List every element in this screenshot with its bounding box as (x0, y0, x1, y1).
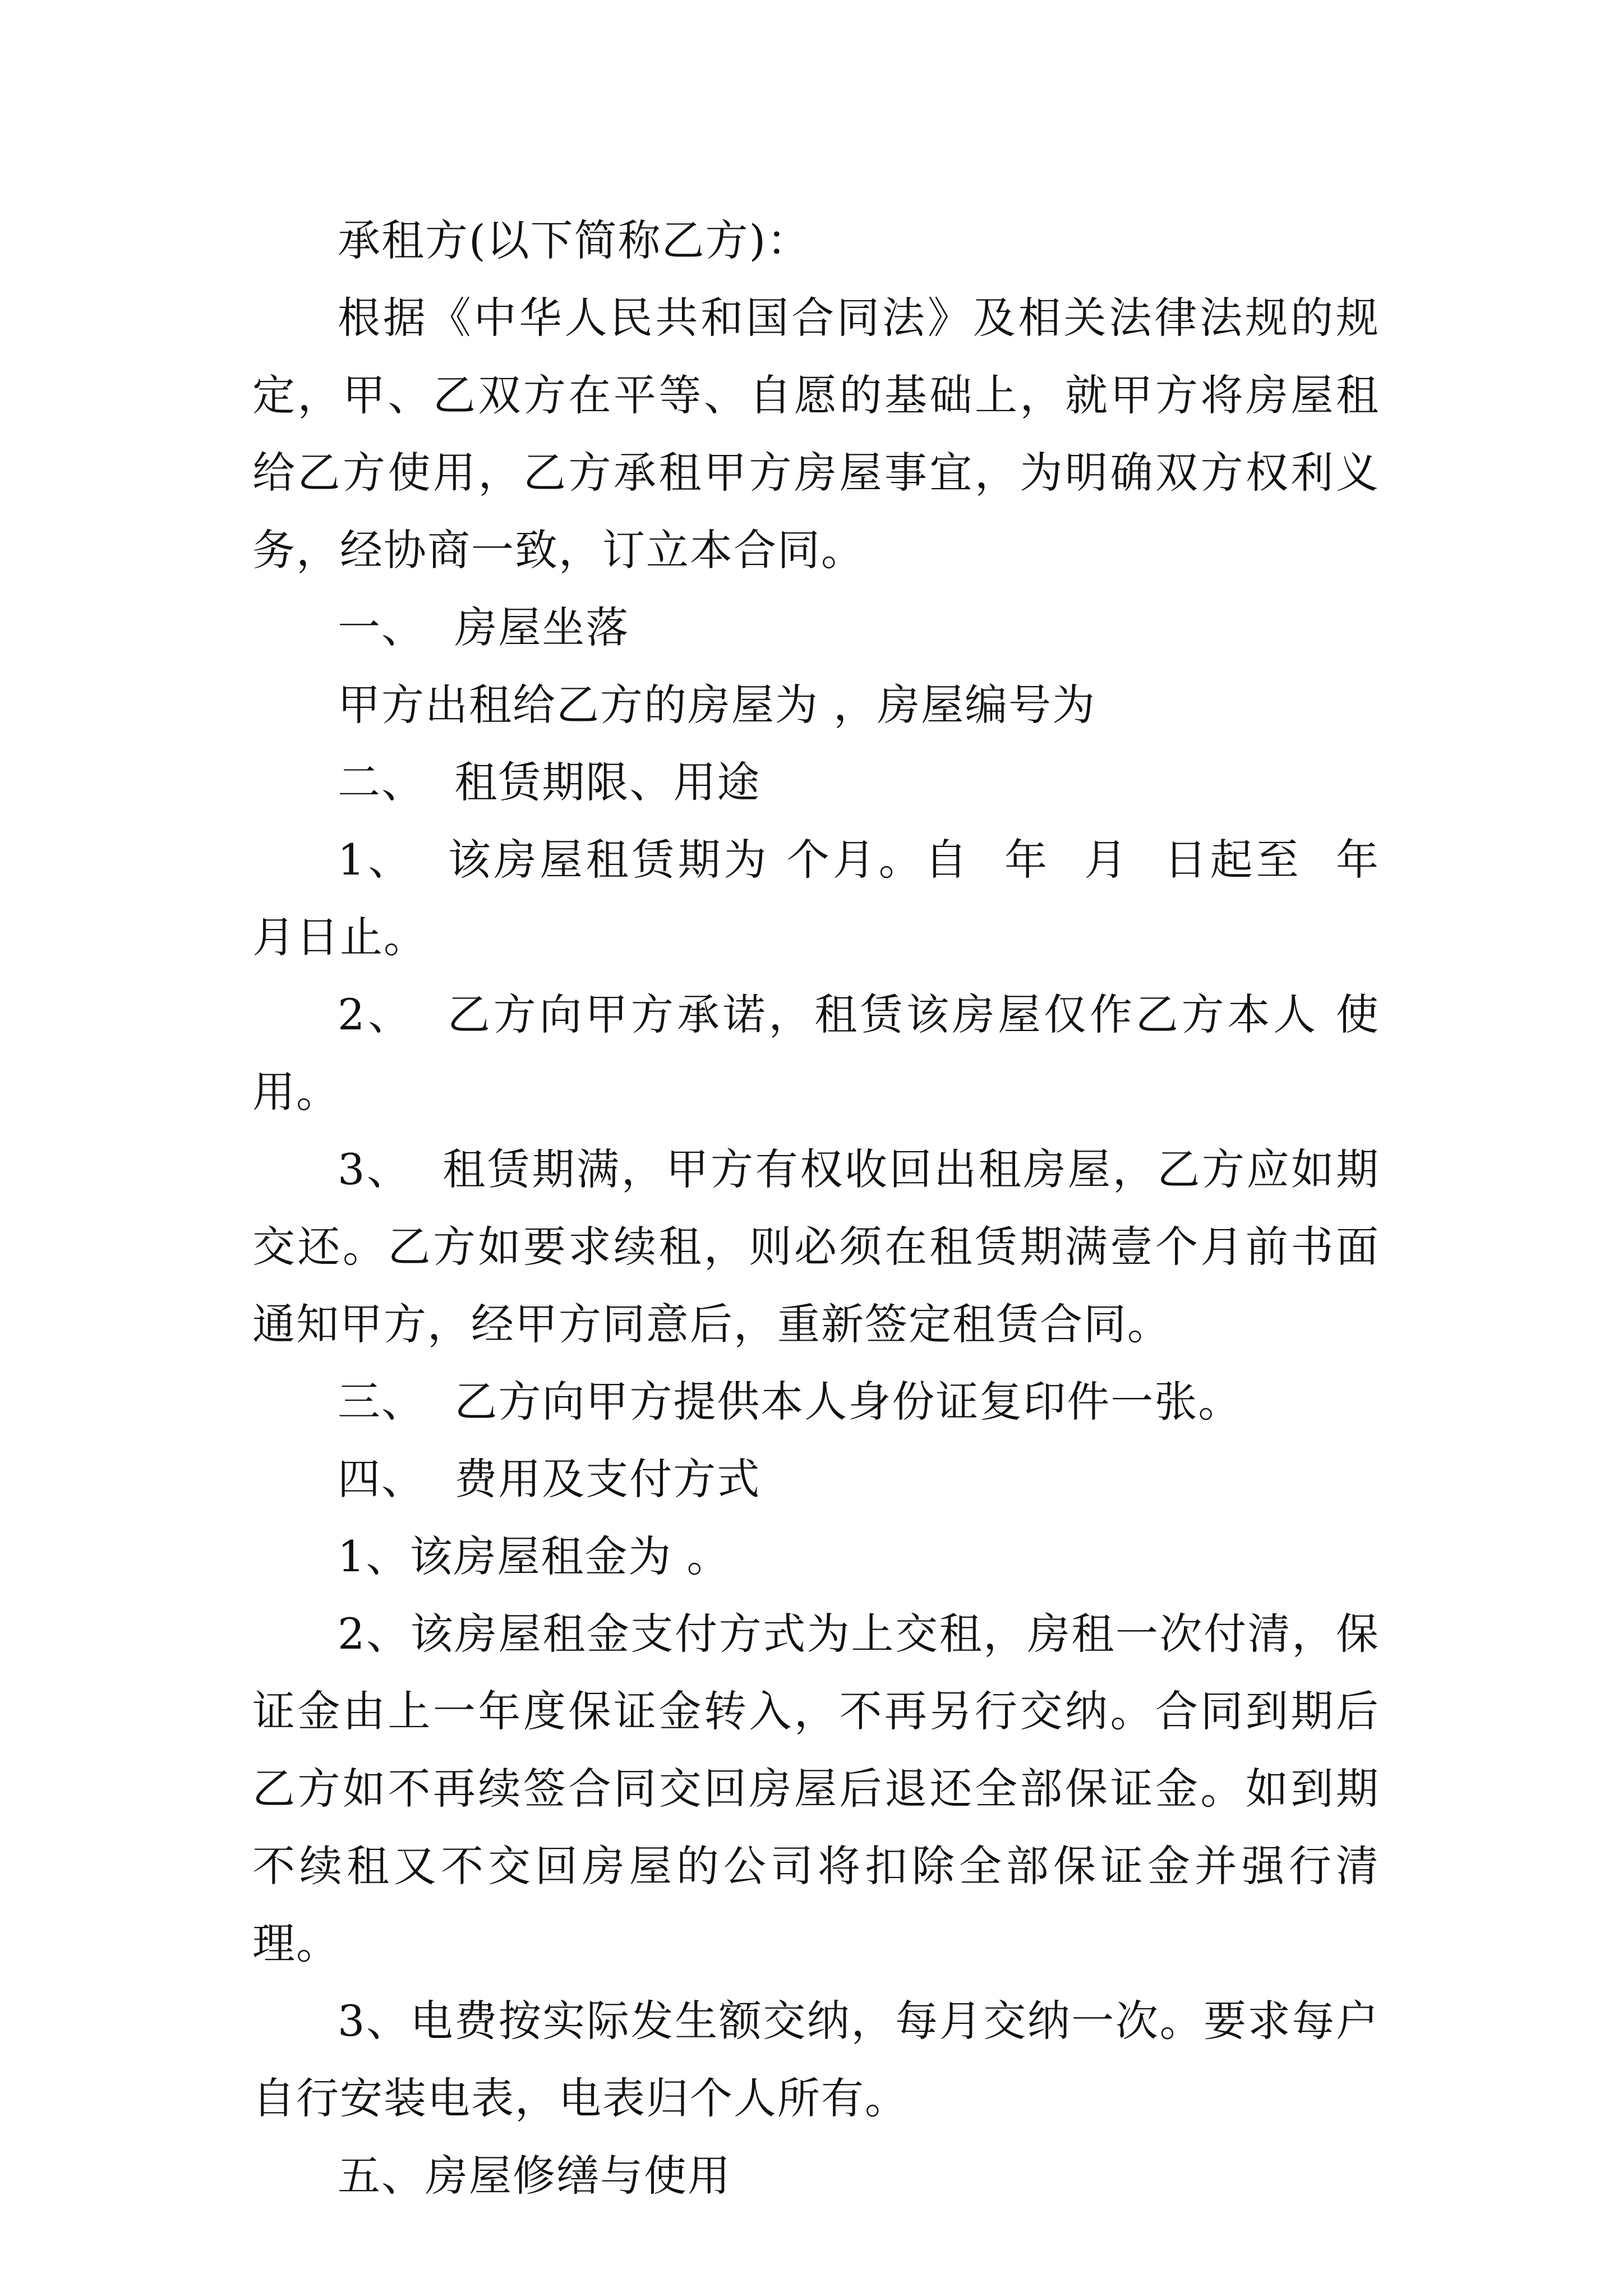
paragraph-term-3: 3、 租赁期满，甲方有权收回出租房屋，乙方应如期交还。乙方如要求续租，则必须在租赁期满壹个月前书面通知甲方，经甲方同意后，重新签定租赁合同。 (252, 1144, 1380, 1349)
paragraph-term-2: 2、 乙方向甲方承诺，租赁该房屋仅作乙方本人 使用。 (252, 990, 1380, 1117)
paragraph-preamble: 根据《中华人民共和国合同法》及相关法律法规的规定，甲、乙双方在平等、自愿的基础上，就甲方将房屋租给乙方使用，乙方承租甲方房屋事宜，为明确双方权利义务，经协商一致，订立本合同。 (252, 293, 1380, 575)
paragraph-lessee: 承租方(以下简称乙方)： (338, 215, 811, 265)
section-heading-repair: 五、房屋修缮与使用 (338, 2151, 731, 2201)
section-heading-id-copy: 三、 乙方向甲方提供本人身份证复印件一张。 (338, 1377, 1242, 1427)
contract-body (252, 202, 1409, 2215)
section-heading-term: 二、 租赁期限、用途 (338, 757, 761, 807)
paragraph-fees-3: 3、电费按实际发生额交纳，每月交纳一次。要求每户自行安装电表，电表归个人所有。 (252, 1996, 1380, 2123)
section-heading-fees: 四、 费用及支付方式 (338, 1454, 761, 1504)
paragraph-fees-1: 1、该房屋租金为 。 (338, 1531, 731, 1581)
section-heading-location: 一、 房屋坐落 (338, 602, 630, 652)
paragraph-location: 甲方出租给乙方的房屋为 ，房屋编号为 (338, 680, 1096, 730)
paragraph-term-1: 1、 该房屋租赁期为 个月。自 年 月 日起至 年 月日止。 (252, 835, 1409, 962)
paragraph-fees-2: 2、该房屋租金支付方式为上交租，房租一次付清，保证金由上一年度保证金转入，不再另行交纳。合同到期后乙方如不再续签合同交回房屋后退还全部保证金。如到期不续租又不交回房屋的公司将扣除全部保证金并强行清理。 (252, 1609, 1380, 1968)
